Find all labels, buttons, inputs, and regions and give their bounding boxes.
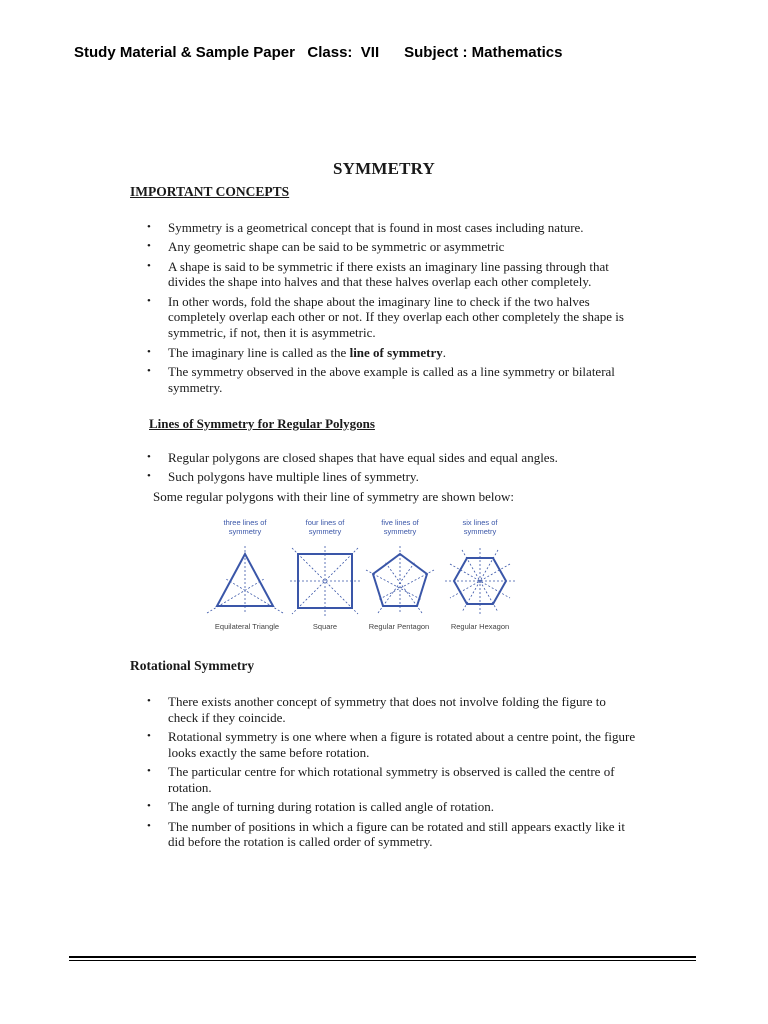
rotational-symmetry-heading: Rotational Symmetry	[130, 658, 255, 673]
square-symmetry-lines	[290, 546, 360, 616]
footer-rule-thick	[69, 956, 696, 958]
list-item: • The particular centre for which rotational symmetry is observed is called the centre of rotation.	[147, 764, 637, 796]
polygons-intro: Some regular polygons with their line of symmetry are shown below:	[153, 489, 515, 504]
line-item-prefix: The imaginary line is called as the	[168, 344, 350, 360]
rotational-symmetry-list	[147, 694, 637, 854]
list-item: • The symmetry observed in the above example is called as a line symmetry or bilateral symmetry.	[147, 364, 627, 396]
hexagon-symmetry-lines	[445, 548, 515, 614]
caption-hexagon-1: six lines of	[462, 518, 498, 527]
regular-polygons-list	[147, 450, 627, 489]
line-item-suffix: .	[442, 344, 446, 360]
list-item: • Any geometric shape can be said to be symmetric or asymmetric	[147, 239, 627, 255]
list-item: • The angle of turning during rotation is called angle of rotation.	[147, 799, 637, 815]
name-pentagon: Regular Pentagon	[368, 622, 430, 631]
list-item: • Rotational symmetry is one where when a figure is rotated about a centre point, the figure looks exactly the same before rotation.	[147, 729, 637, 761]
caption-hexagon-2: symmetry	[463, 527, 497, 536]
important-concepts-list	[147, 220, 627, 399]
caption-pentagon-1: five lines of	[381, 518, 419, 527]
list-item: • The number of positions in which a figure can be rotated and still appears exactly like it did before the rotation is called order of symmetry.	[147, 819, 637, 851]
list-item: • In other words, fold the shape about the imaginary line to check if the two halves completely overlap each other or not. If they overlap each other completely the shape is symmetric, if not, then it is asymmetric.	[147, 294, 627, 341]
name-triangle: Equilateral Triangle	[214, 622, 280, 631]
page-title	[0, 159, 768, 179]
caption-triangle-2: symmetry	[228, 527, 262, 536]
line-of-symmetry-term: line of symmetry	[349, 344, 443, 360]
regular-polygons-heading: Lines of Symmetry for Regular Polygons	[149, 416, 375, 431]
page-header: Study Material & Sample Paper Class: VII Subject : Mathematics	[74, 44, 563, 61]
caption-square-1: four lines of	[305, 518, 345, 527]
name-hexagon: Regular Hexagon	[450, 622, 510, 631]
title-text: SYMMETRY	[332, 159, 436, 178]
list-item: • Such polygons have multiple lines of symmetry.	[147, 469, 627, 485]
list-item: • A shape is said to be symmetric if there exists an imaginary line passing through that divides the shape into halves and that these halves overlap each other completely.	[147, 259, 627, 291]
caption-pentagon-2: symmetry	[383, 527, 417, 536]
footer-rule-thin	[69, 960, 696, 961]
caption-square-2: symmetry	[308, 527, 342, 536]
important-concepts-heading: IMPORTANT CONCEPTS	[130, 184, 290, 199]
list-item: • There exists another concept of symmetry that does not involve folding the figure to check if they coincide.	[147, 694, 637, 726]
polygon-symmetry-figure	[198, 512, 522, 638]
pentagon-symmetry-lines	[366, 546, 434, 614]
caption-triangle-1: three lines of	[223, 518, 267, 527]
list-item	[147, 345, 627, 361]
list-item: • Regular polygons are closed shapes that have equal sides and equal angles.	[147, 450, 627, 466]
name-square: Square	[312, 622, 338, 631]
list-item: • Symmetry is a geometrical concept that is found in most cases including nature.	[147, 220, 627, 236]
